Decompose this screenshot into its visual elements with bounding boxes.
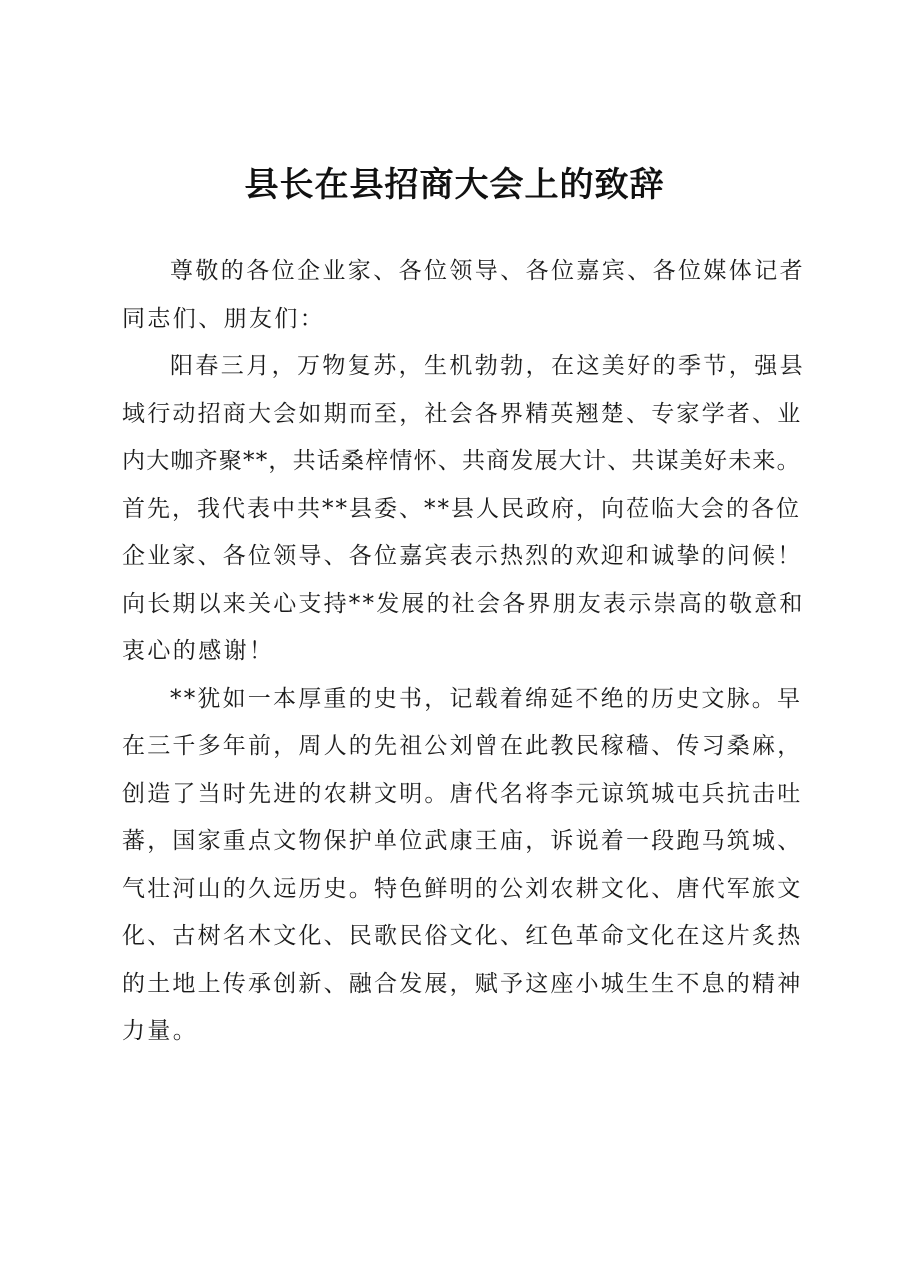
paragraph-1-line-2: 域行动招商大会如期而至，社会各界精英翘楚、专家学者、业 (122, 400, 803, 427)
document-title: 县长在县招商大会上的致辞 (244, 165, 665, 205)
paragraph-2-line-3: 创造了当时先进的农耕文明。唐代名将李元谅筑城屯兵抗击吐 (122, 780, 803, 807)
document-body (122, 248, 804, 1056)
paragraph-1-line-3: 内大咖齐聚**，共话桑梓情怀、共商发展大计、共谋美好未来。 (122, 448, 801, 474)
paragraph-1-line-1: 阳春三月，万物复苏，生机勃勃，在这美好的季节，强县 (170, 353, 805, 379)
paragraph-1-line-5: 企业家、各位领导、各位嘉宾表示热烈的欢迎和诚挚的问候！ (122, 543, 803, 569)
paragraph-1-line-4: 首先，我代表中共**县委、**县人民政府，向莅临大会的各位 (122, 495, 801, 522)
paragraph-2-line-8: 力量。 (122, 1018, 199, 1044)
paragraph-2-line-7: 的土地上传承创新、融合发展，赋予这座小城生生不息的精神 (122, 970, 803, 997)
paragraph-2-line-2: 在三千多年前，周人的先祖公刘曾在此教民稼穑、传习桑麻， (122, 733, 803, 759)
paragraph-2-line-1: **犹如一本厚重的史书，记载着绵延不绝的历史文脉。早 (170, 685, 803, 712)
salutation-line-1: 尊敬的各位企业家、各位领导、各位嘉宾、各位媒体记者 (170, 258, 805, 284)
paragraph-1-line-6: 向长期以来关心支持**发展的社会各界朋友表示崇高的敬意和 (122, 590, 805, 617)
paragraph-2-line-4: 蕃，国家重点文物保护单位武康王庙，诉说着一段跑马筑城、 (122, 828, 803, 854)
paragraph-2-line-6: 化、古树名木文化、民歌民俗文化、红色革命文化在这片炙热 (122, 923, 803, 949)
paragraph-2-line-5: 气壮河山的久远历史。特色鲜明的公刘农耕文化、唐代军旅文 (122, 875, 803, 902)
salutation-line-2: 同志们、朋友们： (122, 305, 326, 332)
paragraph-1-line-7: 衷心的感谢！ (122, 638, 275, 664)
